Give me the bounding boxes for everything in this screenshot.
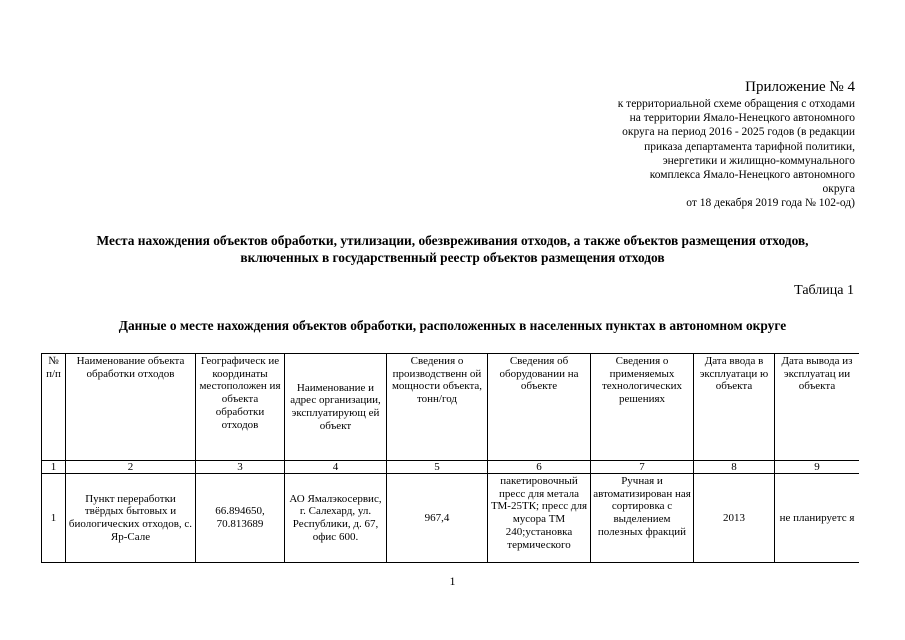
column-number-cell: 9: [775, 461, 860, 474]
date-in-cell: 2013: [694, 474, 775, 563]
column-number-cell: 5: [387, 461, 488, 474]
technology-cell: Ручная и автоматизирован ная сортировка с выделением полезных фракций: [591, 474, 694, 563]
appendix-line: на территории Ямало-Ненецкого автономного: [629, 112, 855, 125]
appendix-line: комплекса Ямало-Ненецкого автономного: [649, 169, 855, 182]
column-number-cell: 3: [196, 461, 285, 474]
appendix-line: приказа департамента тарифной политики,: [644, 140, 855, 153]
column-number-cell: 2: [66, 461, 196, 474]
waste-facilities-table: [41, 353, 859, 563]
table-number: Таблица 1: [794, 283, 854, 298]
table-container: [41, 353, 859, 566]
capacity-cell: 967,4: [387, 474, 488, 563]
table-subtitle: Данные о месте нахождения объектов обработки, расположенных в населенных пунктах в автономном округе: [118, 318, 787, 333]
appendix-line: от 18 декабря 2019 года № 102-од): [686, 197, 855, 210]
appendix-line: к территориальной схеме обращения с отходами: [617, 98, 855, 110]
column-number-cell: 8: [694, 461, 775, 474]
header-cell: Наименование объекта обработки отходов: [66, 354, 196, 461]
facility-name-cell: Пункт переработки твёрдых бытовых и биологических отходов, с. Яр-Сале: [66, 474, 196, 563]
table-header-row: [42, 354, 860, 461]
column-number-row: [42, 461, 860, 474]
column-number-cell: 6: [488, 461, 591, 474]
column-number-cell: 4: [285, 461, 387, 474]
organization-cell: АО Ямалэкосервис, г. Салехард, ул. Республики, д. 67, офис 600.: [285, 474, 387, 563]
appendix-line: округа на период 2016 - 2025 годов (в редакции: [622, 126, 855, 139]
equipment-cell: пакетировочный пресс для метала ТМ-25ТК; пресс для мусора ТМ 240;установка термического: [488, 474, 591, 563]
header-cell: Сведения об оборудовании на объекте: [488, 354, 591, 461]
column-number-cell: 1: [42, 461, 66, 474]
header-cell: Наименование и адрес организации, эксплуатирующ ей объект: [285, 354, 387, 461]
header-cell: Сведения о производственн ой мощности объекта, тонн/год: [387, 354, 488, 461]
header-cell: Дата вывода из эксплуатац ии объекта: [775, 354, 860, 461]
header-cell: Географическ ие координаты местоположен ия объекта обработки отходов: [196, 354, 285, 461]
header-cell: № п/п: [42, 354, 66, 461]
header-cell: Сведения о применяемых технологических решениях: [591, 354, 694, 461]
appendix-line: округа: [822, 183, 855, 196]
appendix-title: Приложение № 4: [745, 79, 855, 95]
appendix-line: энергетики и жилищно-коммунального: [662, 154, 855, 167]
date-out-cell: не планируетс я: [775, 474, 860, 563]
document-title: Места нахождения объектов обработки, утилизации, обезвреживания отходов, а также объектов размещения отходов, включенных в государственный реестр объектов размещения отходов: [96, 233, 809, 265]
appendix-block: [535, 78, 855, 211]
header-cell: Дата ввода в эксплуатаци ю объекта: [694, 354, 775, 461]
row-number-cell: 1: [42, 474, 66, 563]
column-number-cell: 7: [591, 461, 694, 474]
page-number: 1: [449, 574, 456, 588]
coordinates-cell: 66.894650, 70.813689: [196, 474, 285, 563]
table-row: [42, 474, 860, 563]
